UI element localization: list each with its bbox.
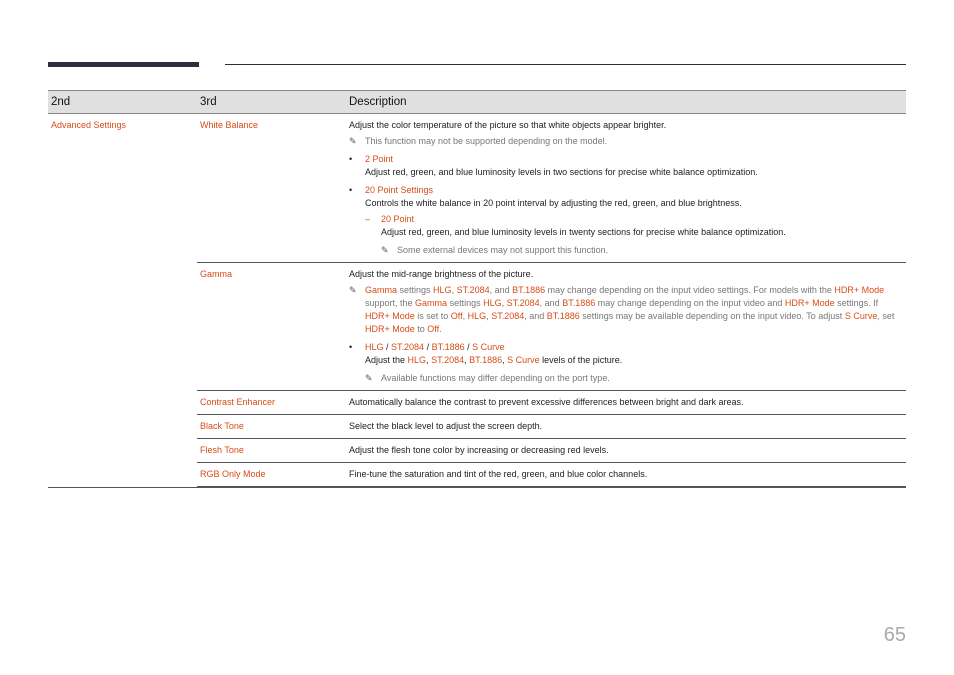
desc-text: Adjust the color temperature of the picture so that white objects appear brighter. [349,120,667,130]
item-white-balance: White Balance [197,114,346,263]
highlight-term: BT.1886 [512,285,546,295]
page-number: 65 [883,624,906,646]
item-contrast-enhancer: Contrast Enhancer [197,391,346,415]
plain-text: may change depending on the input video and [595,298,785,308]
plain-text: / [464,342,473,352]
highlight-term: BT.1886 [431,342,465,352]
table-row-white-balance [48,114,906,263]
plain-text: , [502,355,508,365]
plain-text: settings may be available depending on the input video. To adjust [579,311,845,321]
pencil-icon: ✎ [349,285,357,295]
plain-text: . [439,324,442,334]
bullet-title [365,341,622,354]
dash-icon: – [365,214,371,224]
pencil-icon: ✎ [349,136,357,146]
plain-text: , [462,311,468,321]
sub-note: ✎ Some external devices may not support this function. [381,245,609,255]
highlight-term: S Curve [844,311,878,321]
settings-table [48,90,906,488]
highlight-term: S Curve [472,342,505,352]
highlight-term: Gamma [365,285,398,295]
bullet-title: 20 Point Settings [365,185,434,195]
highlight-term: HLG [433,285,452,295]
desc-white-balance [346,114,906,263]
header-2nd: 2nd [48,91,197,114]
highlight-term: HLG [365,342,384,352]
highlight-term: S Curve [507,355,540,365]
desc-rgb-only-mode: Fine-tune the saturation and tint of the red, green, and blue color channels. [346,463,906,487]
section-advanced-settings: Advanced Settings [51,120,127,130]
plain-text: Adjust the [365,355,408,365]
highlight-term: ST.2084 [491,311,525,321]
pencil-icon: ✎ [365,373,373,383]
list-item [349,341,903,367]
desc-flesh-tone: Adjust the flesh tone color by increasing or decreasing red levels. [346,439,906,463]
highlight-term: Gamma [415,298,448,308]
bullet-icon: • [349,342,353,352]
plain-text: / [424,342,432,352]
note: ✎ This function may not be supported depending on the model. [349,136,608,146]
highlight-term: ST.2084 [391,342,425,352]
header-description: Description [346,91,906,114]
plain-text: / [383,342,392,352]
sub-title: 20 Point [381,214,415,224]
highlight-term: HDR+ Mode [834,285,885,295]
highlight-term: HDR+ Mode [365,311,415,321]
highlight-term: HDR+ Mode [365,324,415,334]
item-rgb-only-mode: RGB Only Mode [197,463,346,487]
sub-list-item [349,213,903,239]
highlight-term: ST.2084 [456,285,490,295]
plain-text: , and [524,311,547,321]
highlight-term: ST.2084 [506,298,540,308]
item-black-tone: Black Tone [197,415,346,439]
table-header-row [48,91,906,114]
item-flesh-tone: Flesh Tone [197,439,346,463]
plain-text: , [464,355,470,365]
plain-text: support, the [365,298,416,308]
highlight-term: ST.2084 [431,355,465,365]
highlight-term: HLG [407,355,427,365]
plain-text: to [414,324,428,334]
plain-text: settings. If [834,298,879,308]
table-end-rule [48,487,906,488]
plain-text: settings [397,285,434,295]
highlight-term: Off [450,311,463,321]
pencil-icon: ✎ [381,245,389,255]
plain-text: , [426,355,432,365]
plain-text: levels of the picture. [539,355,623,365]
desc-gamma [346,263,906,391]
highlight-term: HLG [467,311,487,321]
note [349,284,903,336]
desc-black-tone: Select the black level to adjust the screen depth. [346,415,906,439]
bullet-icon: • [349,154,353,164]
bullet-title: 2 Point [365,154,394,164]
plain-text: settings [447,298,484,308]
plain-text: , set [877,311,895,321]
bullet-text: Controls the white balance in 20 point interval by adjusting the red, green, and blue brightness. [365,198,742,208]
gamma-note-text [365,284,903,336]
highlight-term: Off [427,324,440,334]
plain-text: , [486,311,492,321]
plain-text: , [501,298,507,308]
header-rule-thin [225,64,906,65]
plain-text: , [451,285,457,295]
highlight-term: HDR+ Mode [784,298,835,308]
header-rule-thick [48,62,199,67]
bullet-text: Adjust red, green, and blue luminosity levels in two sections for precise white balance optimization. [365,167,758,177]
item-gamma: Gamma [197,263,346,391]
desc-text: Adjust the mid-range brightness of the picture. [349,269,534,279]
sub-note: ✎ Available functions may differ depending on the port type. [365,373,610,383]
highlight-term: BT.1886 [469,355,503,365]
list-item [349,184,903,210]
list-item [349,153,903,179]
header-3rd: 3rd [197,91,346,114]
highlight-term: BT.1886 [562,298,596,308]
plain-text: may change depending on the input video settings. For models with the [545,285,835,295]
highlight-term: BT.1886 [546,311,580,321]
sub-text: Adjust red, green, and blue luminosity levels in twenty sections for precise white balance optimization. [381,227,786,237]
highlight-term: HLG [483,298,502,308]
bullet-icon: • [349,185,353,195]
bullet-text [365,354,622,367]
plain-text: , and [539,298,563,308]
plain-text: is set to [414,311,451,321]
plain-text: , and [489,285,513,295]
desc-contrast-enhancer: Automatically balance the contrast to prevent excessive differences between bright and dark areas. [346,391,906,415]
